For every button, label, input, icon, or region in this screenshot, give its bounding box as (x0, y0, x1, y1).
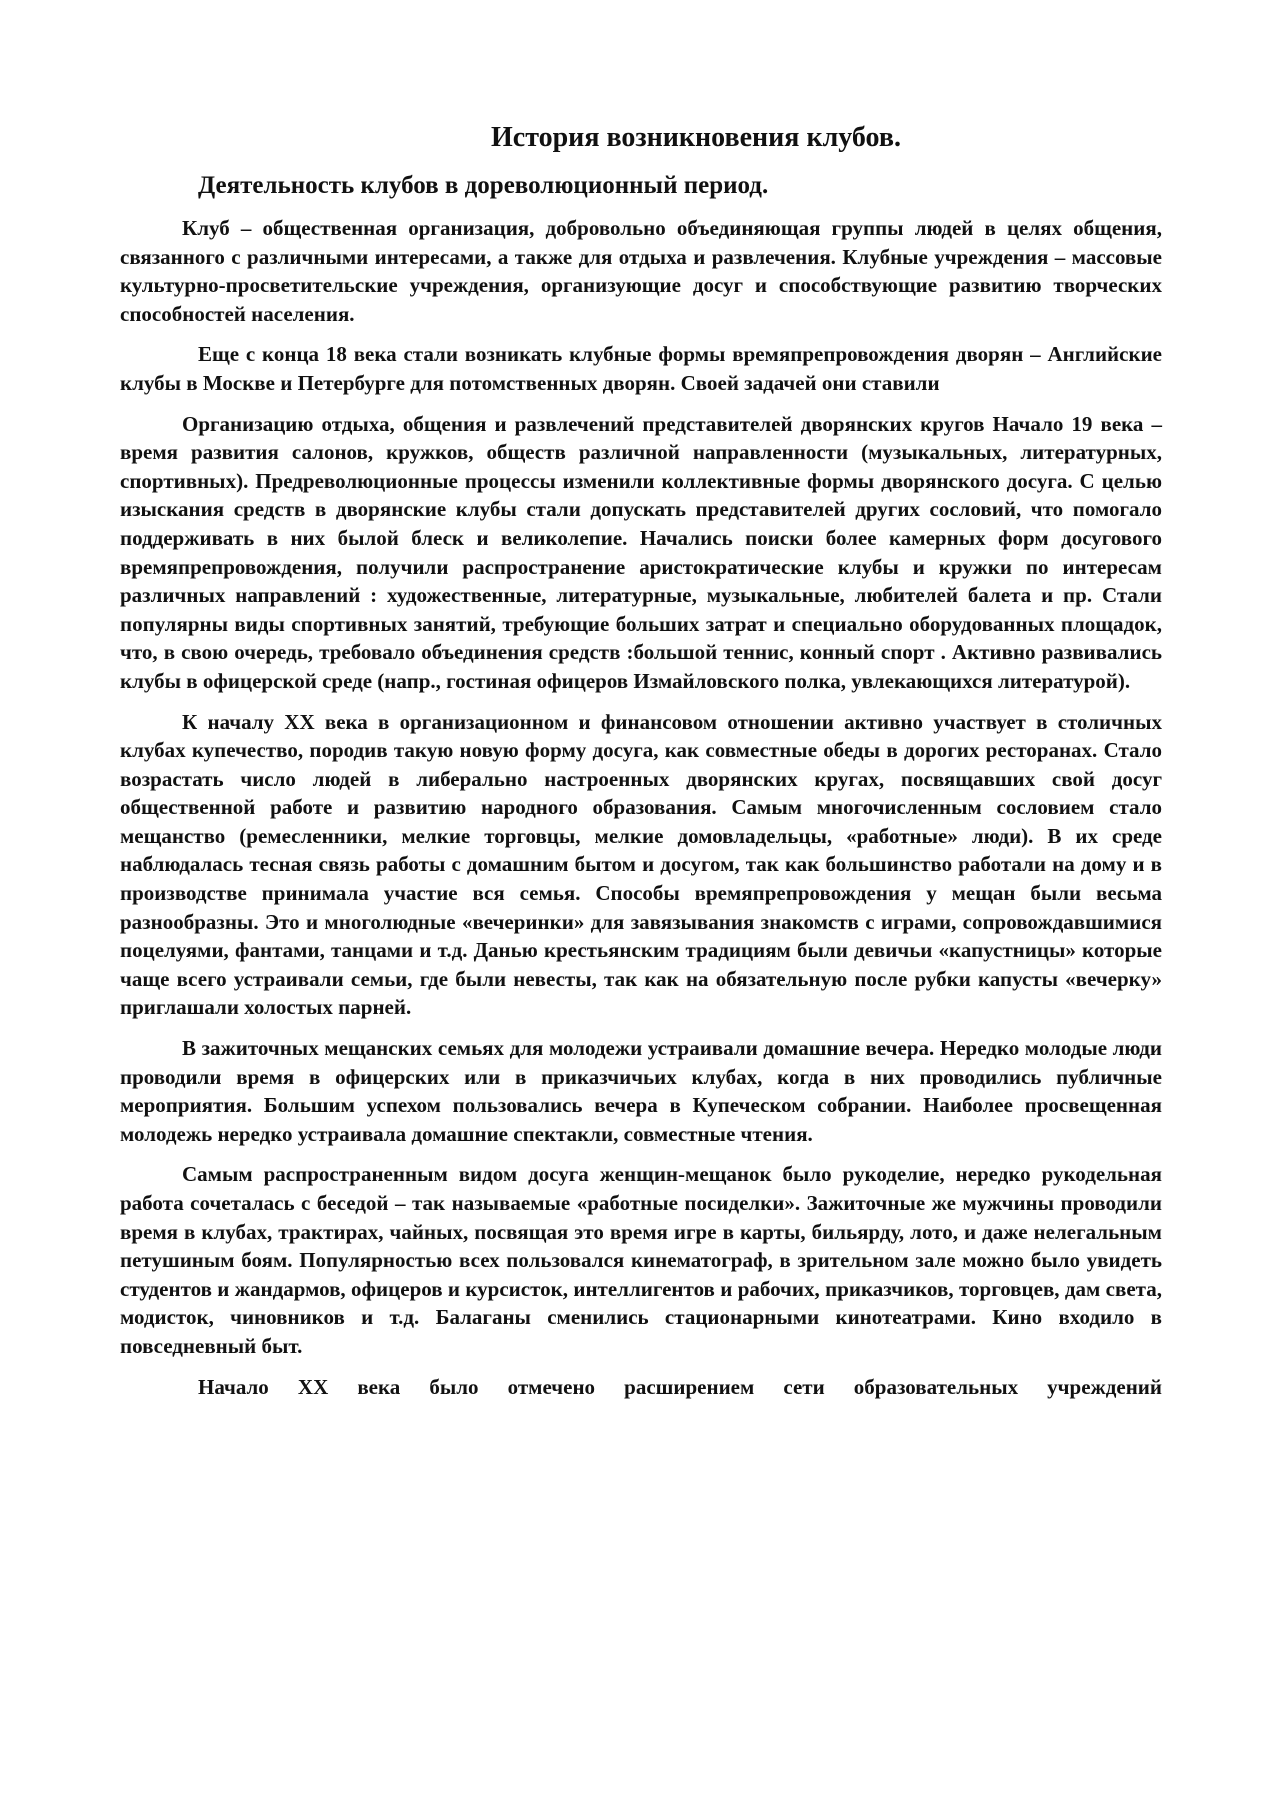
document-page (120, 118, 1162, 1413)
paragraph-english-clubs: Еще с конца 18 века стали возникать клубные формы времяпрепровождения дворян – Английские клубы в Москве и Петербурге для потомственных дворян. Своей задачей они ставили (120, 342, 1162, 395)
page-title: История возникновения клубов. (491, 122, 901, 153)
paragraph-youth-evenings: В зажиточных мещанских семьях для молодежи устраивали домашние вечера. Нередко молодые люди проводили время в офицерских или в приказчичьих клубах, когда в них проводились публичные мероприятия. Большим успехом пользовались вечера в Купеческом собрании. Наиболее просвещенная молодежь нередко устраивала домашние спектакли, совместные чтения. (120, 1036, 1162, 1146)
paragraph-education-network: Начало XX века было отмечено расширением сети образовательных учреждений (198, 1374, 1162, 1399)
paragraph-women-leisure-cinema: Самым распространенным видом досуга женщин-мещанок было рукоделие, нередко рукодельная работа сочеталась с беседой – так называемые «работные посиделки». Зажиточные же мужчины проводили время в клубах, трактирах, чайных, посвящая это время игре в карты, бильярду, лото, и даже нелегальным петушиным боям. Популярностью всех пользовался кинематограф, в зрительном зале можно было увидеть студентов и жандармов, офицеров и курсисток, интеллигентов и рабочих, приказчиков, торговцев, дам света, модисток, чиновников и т.д. Балаганы сменились стационарными кинотеатрами. Кино входило в повседневный быт. (120, 1162, 1162, 1358)
page-subtitle: Деятельность клубов в дореволюционный период. (198, 172, 769, 199)
paragraph-merchants-philistines: К началу XX века в организационном и финансовом отношении активно участвует в столичных клубах купечество, породив такую новую форму досуга, как совместные обеды в дорогих ресторанах. Стало возрастать число людей в либерально настроенных дворянских кругах, посвящавших свой досуг общественной работе и развитию народного образования. Самым многочисленным сословием стало мещанство (ремесленники, мелкие торговцы, мелкие домовладельцы, «работные» люди). В их среде наблюдалась тесная связь работы с домашним бытом и досугом, так как большинство работали на дому и в производстве принимала участие вся семья. Способы времяпрепровождения у мещан были весьма разнообразны. Это и многолюдные «вечеринки» для завязывания знакомств с играми, сопровождавшимися поцелуями, фантами, танцами и т.д. Данью крестьянским традициям были девичьи «капустницы» которые чаще всего устраивали семьи, где были невесты, так как на обязательную после рубки капусты «вечерку» приглашали холостых парней. (120, 709, 1162, 1020)
paragraph-noble-leisure: Организацию отдыха, общения и развлечений представителей дворянских кругов Начало 19 века – время развития салонов, кружков, обществ различной направленности (музыкальных, литературных, спортивных). Предреволюционные процессы изменили коллективные формы дворянского досуга. С целью изыскания средств в дворянские клубы стали допускать представителей других сословий, что помогало поддерживать в них былой блеск и великолепие. Начались поиски более камерных форм досугового времяпрепровождения, получили распространение аристократические клубы и кружки по интересам различных направлений : художественные, литературные, музыкальные, любителей балета и пр. Стали популярны виды спортивных занятий, требующие больших затрат и специально оборудованных площадок, что, в свою очередь, требовало объединения средств :большой теннис, конный спорт . Активно развивались клубы в офицерской среде (напр., гостиная офицеров Измайловского полка, увлекающихся литературой). (120, 411, 1162, 693)
paragraph-club-definition: Клуб – общественная организация, добровольно объединяющая группы людей в целях общения, связанного с различными интересами, а также для отдыха и развлечения. Клубные учреждения – массовые культурно-просветительские учреждения, организующие досуг и способствующие развитию творческих способностей населения. (120, 216, 1162, 326)
